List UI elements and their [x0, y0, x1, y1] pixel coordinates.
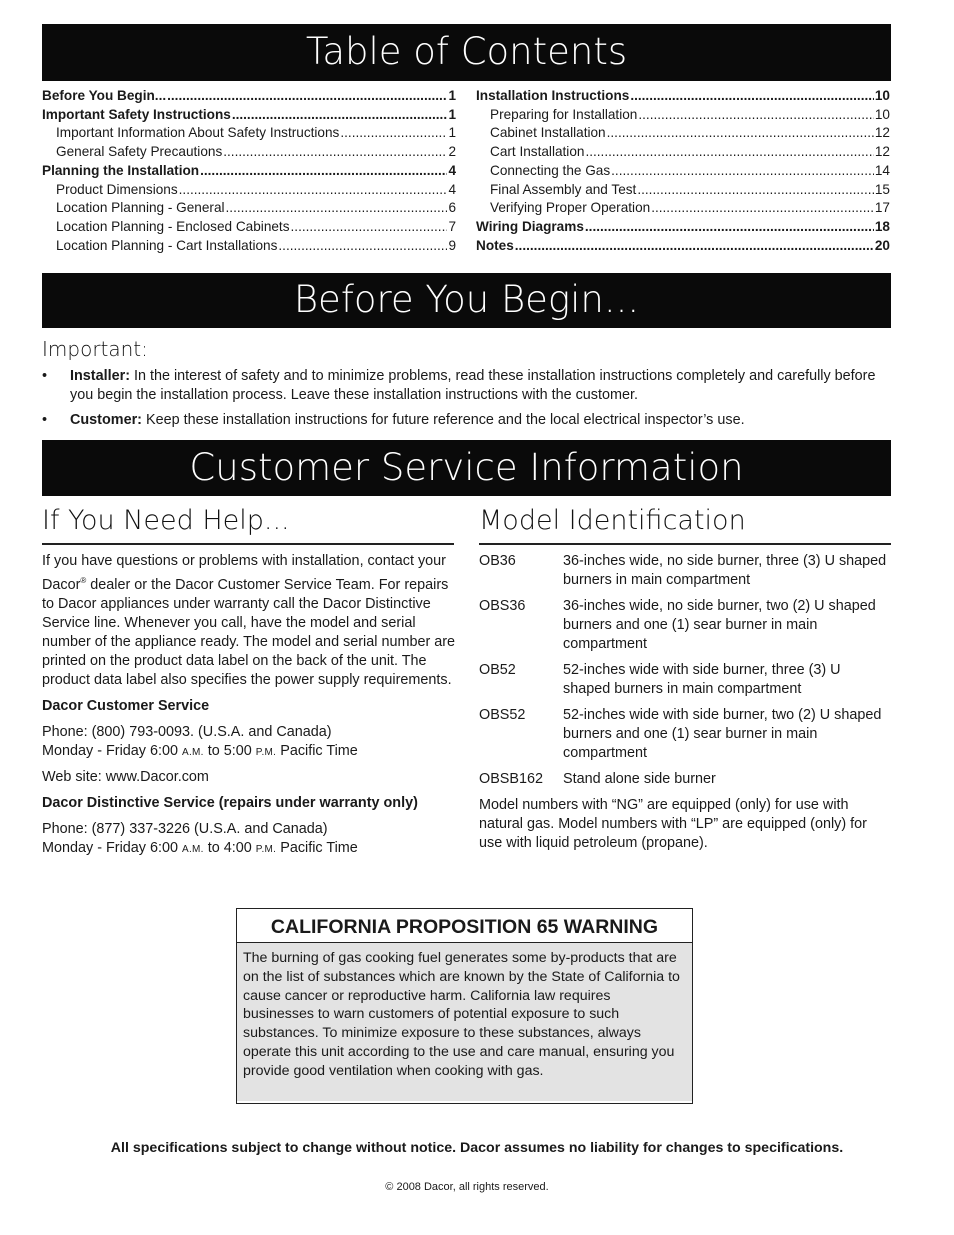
toc-entry-label: Location Planning - Enclosed Cabinets	[56, 218, 290, 234]
toc-leader-dots	[167, 87, 447, 106]
toc-entry-label: Installation Instructions	[476, 88, 630, 103]
bullet-body: In the interest of safety and to minimize problems, read these installation instructions completely and carefully before you begin the installation process. Leave these installation instructions with the customer.	[70, 368, 876, 403]
toc-entry-label: Important Safety Instructions	[42, 106, 231, 122]
toc-leader-dots	[278, 237, 447, 256]
ds-hours-start: Monday - Friday 6:00	[42, 839, 182, 856]
toc-leader-dots	[200, 162, 447, 181]
bullet-lead: Installer:	[70, 368, 130, 384]
pm-label: P.M.	[255, 746, 277, 758]
toc-leader-dots	[637, 181, 874, 200]
toc-leader-dots	[607, 124, 874, 143]
model-row	[479, 597, 891, 654]
cs-phone: Phone: (800) 793-0093. (U.S.A. and Canada)	[42, 723, 332, 740]
toc-leader-dots	[291, 218, 448, 237]
toc-entry	[476, 124, 890, 143]
toc-entry-page: 10	[874, 106, 890, 122]
model-code: OBS52	[479, 707, 526, 723]
toc-leader-dots	[515, 237, 874, 256]
disclaimer: All specifications subject to change without notice. Dacor assumes no liability for changes to specifications.	[110, 1140, 844, 1156]
toc-entry-label: Verifying Proper Operation	[490, 200, 651, 216]
model-description: 52-inches wide with side burner, two (2) U shaped burners and one (1) sear burner in main compartment	[563, 707, 882, 761]
help-paragraph	[42, 552, 456, 690]
toc-right-column	[476, 87, 890, 255]
toc-entry-label: Before You Begin...	[42, 88, 167, 103]
toc-leader-dots	[585, 143, 873, 162]
toc-entry	[42, 162, 456, 181]
toc-entry-page: 4	[448, 181, 456, 197]
bullet-dot: •	[42, 368, 48, 384]
help-column	[42, 552, 456, 859]
before-title: Before You Begin...	[293, 278, 640, 321]
model-row	[479, 706, 891, 763]
toc-left-column	[42, 87, 456, 255]
bullet-lead: Customer:	[70, 412, 142, 428]
toc-entry	[42, 218, 456, 237]
toc-entry-page: 20	[874, 237, 890, 253]
toc-entry-label: Wiring Diagrams	[476, 218, 584, 234]
ds-hours	[42, 839, 456, 859]
bullet-installer	[42, 367, 892, 404]
prop65-body: The burning of gas cooking fuel generates some by-products that are on the list of substances which are known by the State of California to cause cancer or reproductive harm. California law requires businesses to warn customers of potential exposure to such substances. To minimize exposure to these substances, always operate this unit according to the use and care manual, ensuring you provide good ventilation when cooking with gas.	[237, 943, 692, 1101]
toc-entry-label: Cart Installation	[490, 144, 585, 160]
model-row	[479, 770, 891, 789]
copyright: © 2008 Dacor, all rights reserved.	[385, 1181, 549, 1193]
toc-banner	[42, 24, 891, 81]
toc-leader-dots	[630, 87, 874, 106]
ds-hours-mid: to 4:00	[203, 839, 256, 856]
before-bullets	[42, 367, 892, 430]
toc-entry-label: Location Planning - Cart Installations	[56, 237, 278, 253]
toc-entry-page: 1	[448, 106, 456, 122]
toc-entry-label: Notes	[476, 237, 514, 253]
toc-title: Table of Contents	[305, 30, 628, 73]
model-heading: Model Identification	[479, 505, 746, 536]
service-banner	[42, 440, 891, 496]
important-label: Important:	[42, 337, 148, 361]
toc-leader-dots	[585, 218, 874, 237]
toc-entry	[476, 162, 890, 181]
bullet-dot: •	[42, 412, 48, 428]
help-heading: If You Need Help...	[42, 505, 290, 536]
prop65-warning-box	[236, 908, 693, 1104]
toc-entry-page: 4	[448, 162, 456, 178]
toc-entry-page: 1	[448, 88, 456, 103]
ds-heading: Dacor Distinctive Service (repairs under warranty only)	[42, 794, 418, 811]
toc-entry	[476, 106, 890, 125]
model-row	[479, 552, 891, 590]
toc-entry	[42, 237, 456, 256]
service-title: Customer Service Information	[189, 446, 744, 489]
toc-entry-label: Cabinet Installation	[490, 125, 606, 141]
cs-hours-mid: to 5:00	[203, 742, 256, 759]
model-code: OB36	[479, 553, 516, 569]
cs-hours-end: Pacific Time	[276, 742, 358, 759]
am-label: A.M.	[181, 746, 204, 758]
toc-entry-label: Preparing for Installation	[490, 106, 638, 122]
toc-entry	[42, 87, 456, 106]
toc-entry-label: Important Information About Safety Instructions	[56, 125, 340, 141]
toc-entry-page: 12	[874, 125, 890, 141]
help-text-1: If you have questions or problems with installation, contact your Dacor	[42, 553, 446, 593]
toc-entry-page: 1	[448, 125, 456, 141]
pm-label: P.M.	[255, 843, 277, 855]
registered-mark: ®	[80, 576, 87, 585]
toc-leader-dots	[340, 124, 447, 143]
toc-entry-page: 17	[874, 200, 890, 216]
toc-entry-page: 9	[448, 237, 456, 253]
bullet-installer-text	[70, 367, 892, 404]
toc-entry	[42, 106, 456, 125]
toc-entry-page: 2	[448, 144, 456, 160]
toc-leader-dots	[232, 106, 448, 125]
toc-entry-label: General Safety Precautions	[56, 144, 223, 160]
toc-entry	[42, 124, 456, 143]
toc-entry	[476, 181, 890, 200]
model-code: OBSB162	[479, 771, 543, 787]
bullet-customer-text	[70, 411, 745, 430]
model-description: Stand alone side burner	[563, 771, 716, 787]
toc-entry-label: Product Dimensions	[56, 181, 178, 197]
toc-leader-dots	[651, 199, 874, 218]
help-rule	[42, 543, 454, 545]
toc-entry	[476, 143, 890, 162]
model-description: 36-inches wide, no side burner, three (3) U shaped burners in main compartment	[563, 553, 887, 588]
toc-entry-page: 12	[874, 144, 890, 160]
toc-entry	[476, 218, 890, 237]
before-banner	[42, 273, 891, 328]
model-code: OB52	[479, 662, 516, 678]
toc-entry-page: 6	[448, 200, 456, 216]
model-row	[479, 661, 891, 699]
website: Web site: www.Dacor.com	[42, 768, 209, 785]
toc-leader-dots	[226, 199, 448, 218]
toc-entry	[476, 199, 890, 218]
toc-entry-page: 7	[448, 218, 456, 234]
toc-entry	[42, 199, 456, 218]
toc-entry	[42, 143, 456, 162]
toc-entry-page: 18	[874, 218, 890, 234]
toc-entry	[476, 237, 890, 256]
toc-leader-dots	[638, 106, 874, 125]
am-label: A.M.	[181, 843, 204, 855]
cs-hours-start: Monday - Friday 6:00	[42, 742, 182, 759]
prop65-title: CALIFORNIA PROPOSITION 65 WARNING	[237, 909, 692, 943]
toc-entry-label: Location Planning - General	[56, 200, 225, 216]
model-note: Model numbers with “NG” are equipped (only) for use with natural gas. Model numbers with “LP” are equipped (only) for use with liquid petroleum (propane).	[479, 797, 867, 851]
ds-hours-end: Pacific Time	[276, 839, 358, 856]
bullet-body: Keep these installation instructions for future reference and the local electrical inspector’s use.	[141, 412, 745, 428]
cs-hours	[42, 742, 456, 762]
toc-entry-page: 15	[874, 181, 890, 197]
model-column	[479, 552, 891, 853]
bullet-customer	[42, 411, 892, 430]
toc-entry-page: 14	[874, 162, 890, 178]
toc-leader-dots	[179, 181, 448, 200]
toc-entry-label: Connecting the Gas	[490, 162, 611, 178]
toc-entry	[476, 87, 890, 106]
model-code: OBS36	[479, 598, 526, 614]
toc-entry-label: Planning the Installation	[42, 162, 200, 178]
toc-entry-label: Final Assembly and Test	[490, 181, 637, 197]
toc-entry-page: 10	[874, 88, 890, 103]
toc-leader-dots	[223, 143, 447, 162]
model-description: 52-inches wide with side burner, three (3) U shaped burners in main compartment	[563, 662, 841, 697]
cs-heading: Dacor Customer Service	[42, 697, 210, 714]
help-text-2: dealer or the Dacor Customer Service Team. For repairs to Dacor appliances under warranty call the Dacor Distinctive Service line. Whenever you call, have the model and serial number of the appliance ready. The model and serial number are printed on the product data label on the back of the unit. The product data label also specifies the power supply requirements.	[42, 576, 456, 688]
model-description: 36-inches wide, no side burner, two (2) U shaped burners and one (1) sear burner in main compartment	[563, 598, 876, 652]
model-rule	[479, 543, 891, 545]
toc-leader-dots	[611, 162, 874, 181]
ds-phone: Phone: (877) 337-3226 (U.S.A. and Canada)	[42, 820, 328, 837]
toc-entry	[42, 181, 456, 200]
